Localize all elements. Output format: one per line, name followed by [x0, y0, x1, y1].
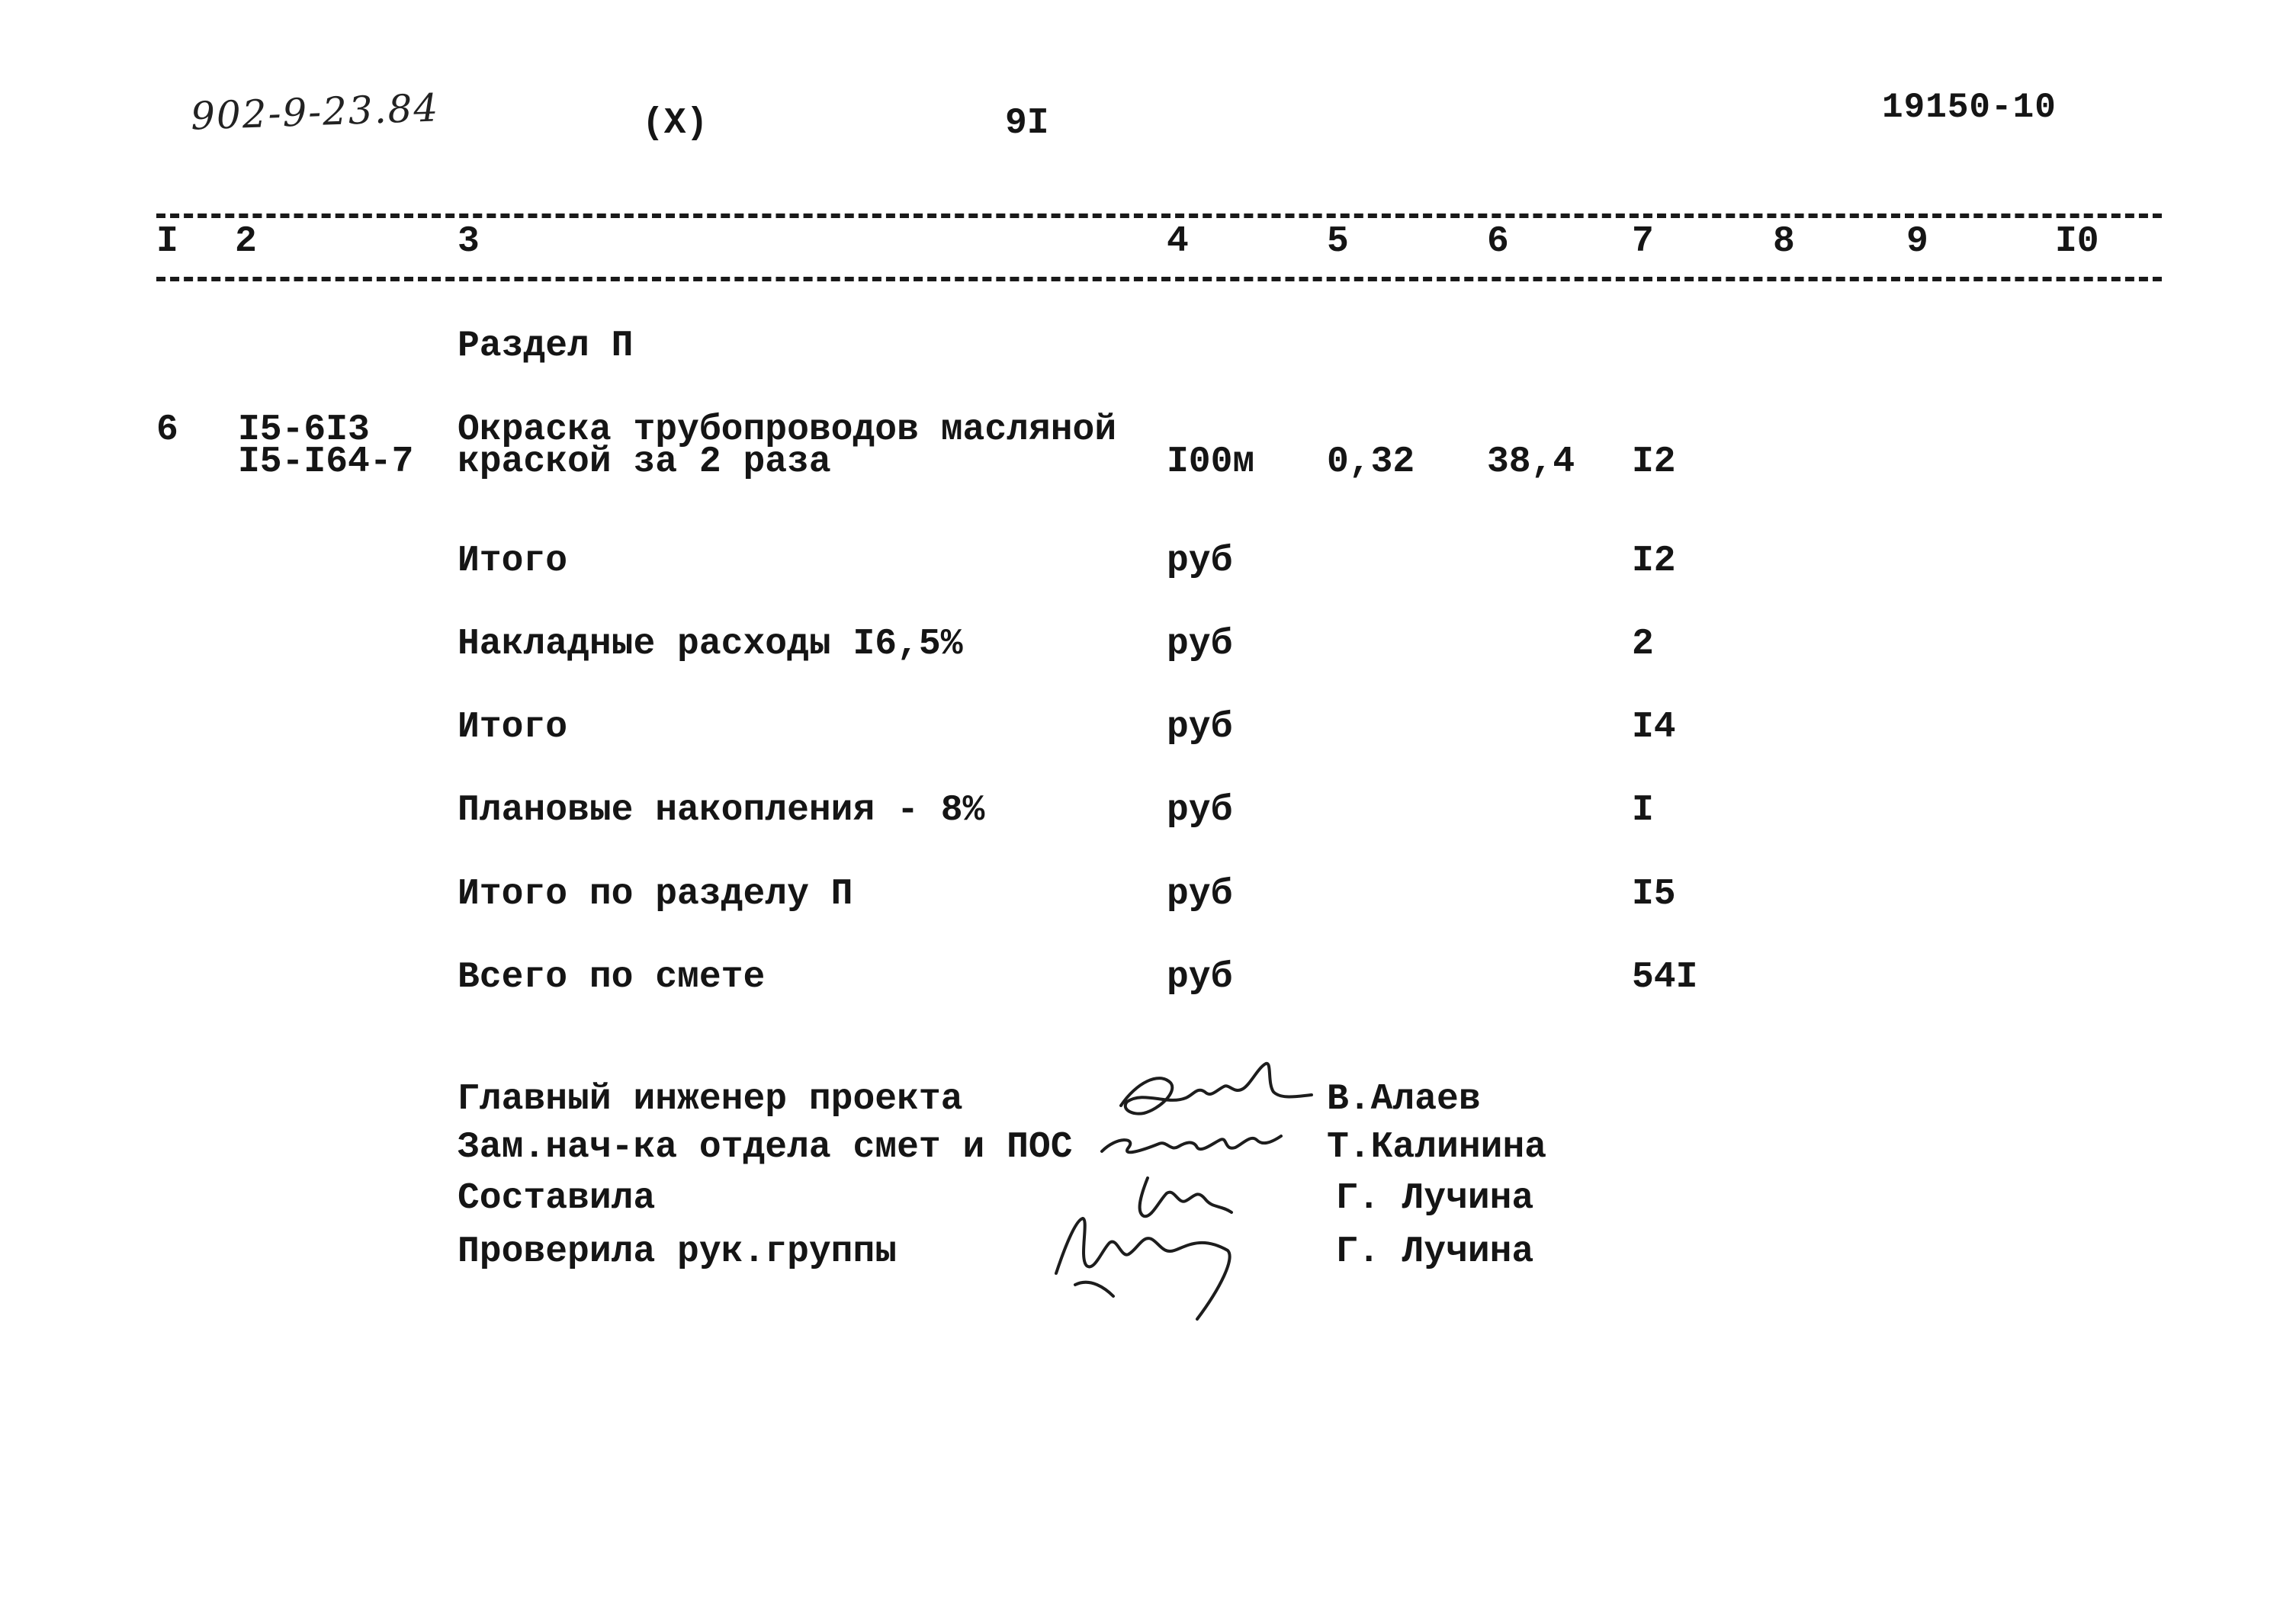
signature-alaev — [1121, 1064, 1312, 1114]
document-code: 902-9-23.84 — [190, 85, 441, 139]
summary-value: 54I — [1632, 957, 1698, 998]
summary-label: Накладные расходы I6,5% — [458, 624, 963, 665]
signature-role: Составила — [458, 1178, 656, 1219]
item-total: I2 — [1632, 441, 1676, 483]
column-number-3: 3 — [458, 221, 480, 262]
signature-name: Г. Лучина — [1336, 1231, 1534, 1273]
column-number-10: I0 — [2055, 221, 2099, 262]
item-code-2: I5-I64-7 — [238, 441, 414, 483]
column-number-4: 4 — [1167, 221, 1189, 262]
summary-value: 2 — [1632, 624, 1654, 665]
column-number-2: 2 — [235, 221, 257, 262]
inventory-number: 19150-10 — [1882, 88, 2057, 127]
column-number-8: 8 — [1773, 221, 1795, 262]
summary-unit: руб — [1167, 541, 1233, 582]
column-number-6: 6 — [1487, 221, 1509, 262]
section-title: Раздел П — [458, 326, 634, 367]
summary-value: I2 — [1632, 541, 1676, 582]
summary-value: I5 — [1632, 874, 1676, 915]
summary-label: Итого — [458, 541, 568, 582]
item-quantity: 0,32 — [1327, 441, 1415, 483]
column-number-5: 5 — [1327, 221, 1349, 262]
item-description-line-1: Окраска трубопроводов масляной — [458, 409, 1117, 451]
summary-unit: руб — [1167, 957, 1233, 998]
item-unit: I00м — [1167, 441, 1255, 483]
summary-value: I — [1632, 790, 1654, 831]
signature-luchina-tail — [1075, 1282, 1113, 1296]
column-number-1: I — [156, 221, 178, 262]
summary-unit: руб — [1167, 624, 1233, 665]
item-code-1: I5-6I3 — [238, 409, 370, 451]
signature-kalinina — [1102, 1136, 1281, 1152]
signature-luchina-2 — [1056, 1218, 1230, 1319]
item-unit-cost: 38,4 — [1487, 441, 1575, 483]
signature-name: Г. Лучина — [1336, 1178, 1534, 1219]
part-label: (X) — [642, 103, 708, 144]
page-number: 9I — [1005, 103, 1049, 144]
signature-name: Т.Калинина — [1327, 1127, 1547, 1168]
summary-value: I4 — [1632, 707, 1676, 748]
signature-role: Главный инженер проекта — [458, 1079, 963, 1120]
column-number-9: 9 — [1906, 221, 1928, 262]
summary-label: Плановые накопления - 8% — [458, 790, 985, 831]
signature-role: Проверила рук.группы — [458, 1231, 898, 1273]
summary-label: Всего по смете — [458, 957, 766, 998]
column-number-7: 7 — [1632, 221, 1654, 262]
signature-role: Зам.нач-ка отдела смет и ПОС — [458, 1127, 1073, 1168]
signature-luchina-1 — [1140, 1178, 1231, 1216]
item-number: 6 — [156, 409, 178, 451]
signature-name: В.Алаев — [1327, 1079, 1481, 1120]
summary-unit: руб — [1167, 874, 1233, 915]
summary-unit: руб — [1167, 790, 1233, 831]
summary-unit: руб — [1167, 707, 1233, 748]
summary-label: Итого — [458, 707, 568, 748]
summary-label: Итого по разделу П — [458, 874, 853, 915]
item-description-line-2: краской за 2 раза — [458, 441, 831, 483]
